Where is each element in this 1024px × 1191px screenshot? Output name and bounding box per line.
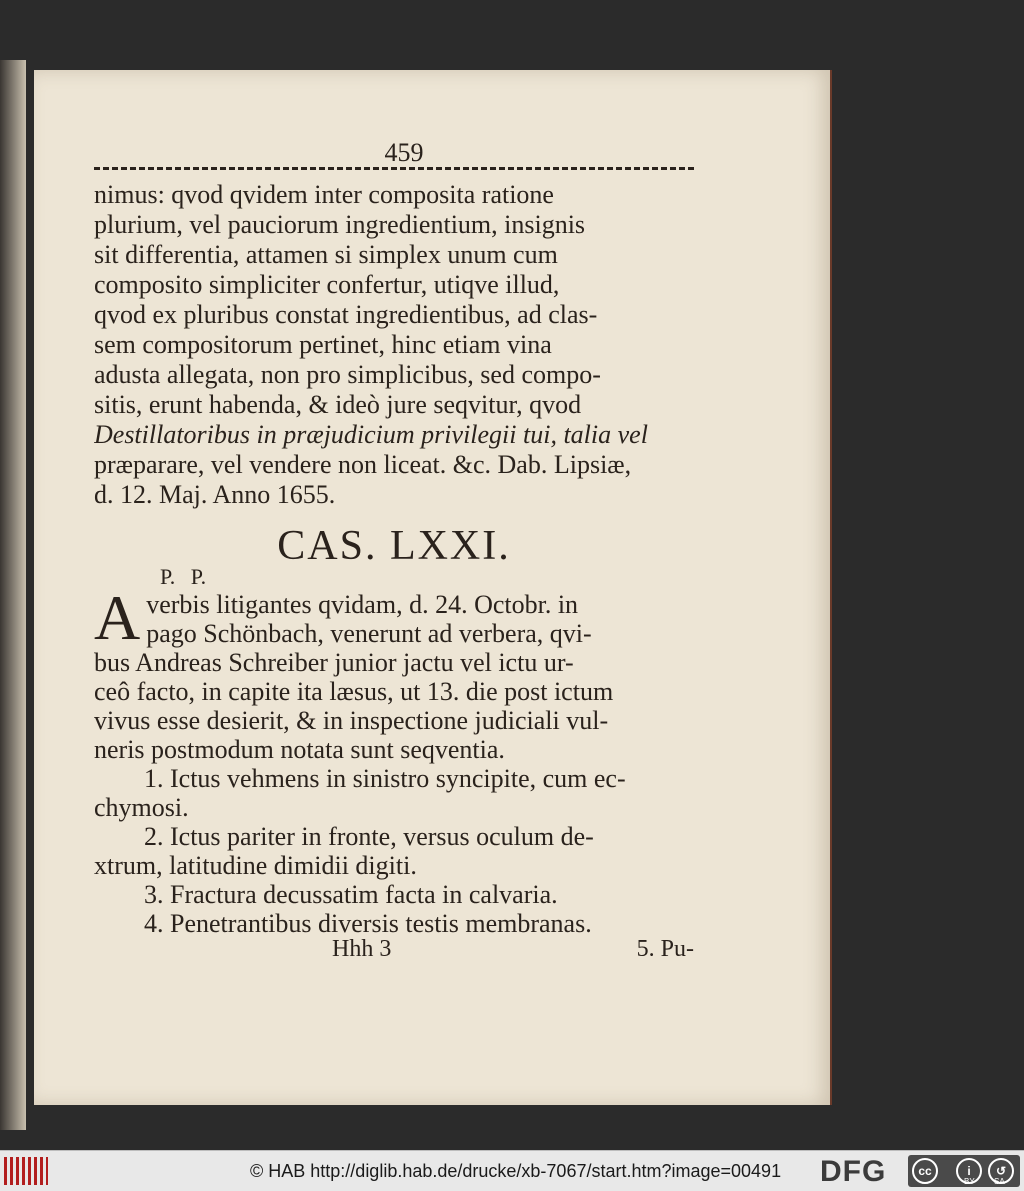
facing-page-edge [0,60,26,1130]
text-line: sit differentia, attamen si simplex unum cum [94,240,558,269]
header-rule [94,167,694,170]
text-line: bus Andreas Schreiber junior jactu vel ictu ur- [94,648,574,677]
signature-mark: Hhh 3 [332,936,392,962]
by-label: BY [964,1177,975,1186]
sa-label: SA [994,1177,1005,1186]
text-line: vivus esse desierit, & in inspectione judiciali vul- [94,706,609,735]
text-line: sitis, erunt habenda, & ideò jure seqvitur, qvod [94,390,582,419]
text-line: neris postmodum notata sunt seqventia. [94,735,505,764]
text-line: ceô facto, in capite ita læsus, ut 13. die post ictum [94,677,614,706]
text-line: plurium, vel pauciorum ingredientium, insignis [94,210,586,239]
text-line: pago Schönbach, venerunt ad verbera, qvi- [146,619,592,648]
text-line: composito simpliciter confertur, utiqve illud, [94,270,560,299]
salutation: P. P. [160,564,207,589]
text-line: sem compositorum pertinet, hinc etiam vina [94,330,552,359]
drop-cap: A [94,582,141,653]
list-item: 3. Fractura decussatim facta in calvaria. [144,880,558,909]
text-line: qvod ex pluribus constat ingredientibus, ad clas- [94,300,598,329]
case-heading: CAS. LXXI. [277,523,511,569]
text-line-italic: Destillatoribus in præjudicium privilegii tui, talia vel [94,420,648,449]
list-item: 4. Penetrantibus diversis testis membranas. [144,909,592,938]
text-line: nimus: qvod qvidem inter composita ratione [94,180,554,209]
list-item: 2. Ictus pariter in fronte, versus oculum de- [144,822,594,851]
page-footer-line [94,936,694,966]
list-item: 1. Ictus vehmens in sinistro syncipite, cum ec- [144,764,626,793]
catchword: 5. Pu- [636,936,694,962]
cc-license-badge[interactable] [908,1155,1020,1187]
book-page [34,70,830,1105]
text-line: d. 12. Maj. Anno 1655. [94,480,336,509]
text-line: adusta allegata, non pro simplicibus, sed compo- [94,360,601,389]
dfg-logo: DFG [820,1155,887,1188]
source-link[interactable]: © HAB http://diglib.hab.de/drucke/xb-7067/start.htm?image=00491 [250,1161,782,1181]
page-number: 459 [384,138,424,167]
by-icon: i [956,1158,982,1184]
sa-icon: ↺ [988,1158,1014,1184]
text-line: verbis litigantes qvidam, d. 24. Octobr. in [146,590,579,619]
barcode-icon [4,1157,48,1185]
text-line: præparare, vel vendere non liceat. &c. Dab. Lipsiæ, [94,450,632,479]
list-item-continuation: chymosi. [94,793,189,822]
viewer-footer [0,1150,1024,1191]
cc-icon: cc [912,1158,938,1184]
paragraph-continued [94,180,694,510]
case-paragraph [94,582,694,938]
list-item-continuation: xtrum, latitudine dimidii digiti. [94,851,417,880]
